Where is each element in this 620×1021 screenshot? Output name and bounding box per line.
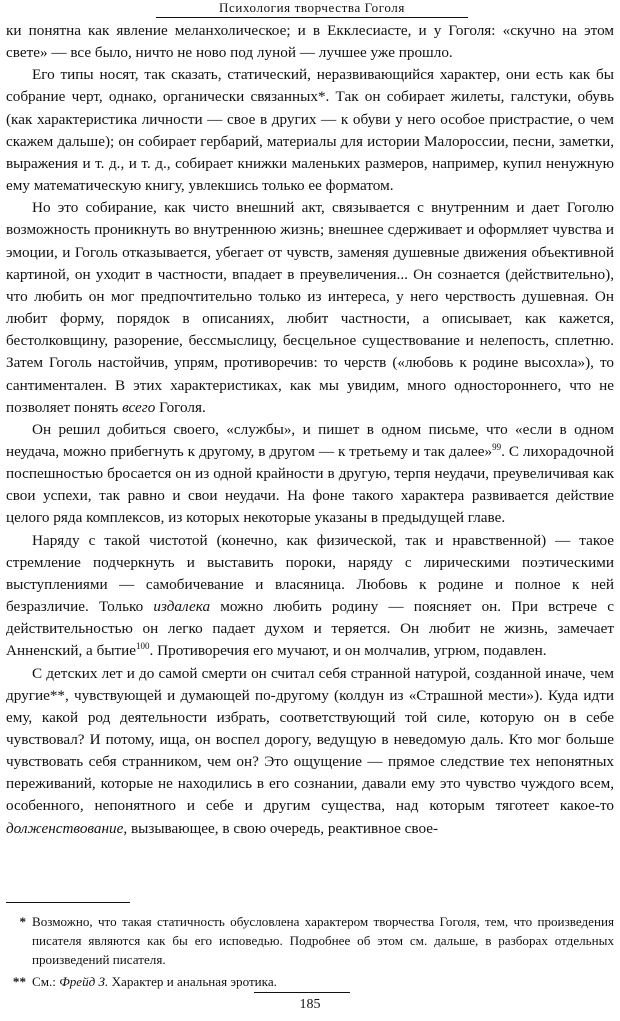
text-run: ки понятна как явление меланхолическое; и в Екклесиасте, и у Гоголя: «скучно на этом свете» — все было, ничто не ново под луной — лучшее уже прошло. [6,22,614,62]
endnote-ref: 99 [492,441,502,452]
footnote-separator [6,902,130,903]
text-run: См.: [32,973,60,989]
endnote-ref: 100 [136,641,150,652]
paragraph [6,419,614,530]
page-number-rule [254,992,350,993]
emphasis: издалека [153,598,211,616]
paragraph [6,197,614,419]
paragraph [6,20,614,64]
running-head: Психология творчества Гоголя [156,0,468,18]
text-run: Гоголя. [155,398,206,416]
footnote-ref: ** [49,686,65,704]
paragraph [6,663,614,840]
footnote [6,972,614,991]
footnote-text [32,912,614,970]
text-run: , чувствующей и думающей по-другому (колдун из «Страшной мести»). Куда идти ему, какой род деятельности избрать, соответствующий той силе, которую он в себе чувствовал? И потому, ища, он воспел дорогу, ведущую в неведомую даль. Кто мог больше чувствовать себя странником, чем он? Это ощущение — прямое следствие тех непонятных переживаний, которые не находились в его сознании, давали ему это чувство чуждого всем, особенного, непонятного и себе и другим существа, над которым тяготеет какое-то [6,686,614,815]
text-run: Но это собирание, как чисто внешний акт, связывается с внутренним и дает Гоголю возможность проникнуть во внутреннюю жизнь; внешнее сдерживает и оформляет чувства и эмоции, и Гоголь отказывается, убегает от чувств, заменяя душевные движения объективной картиной, он уходит в частности, впадает в преувеличения... Он сознается (действительно), что любить он мог предпочтительно только из интереса, у него черствость душевная. Он любит форму, порядок в описаниях, любит частности, а описывает, как кажется, бестолковщину, разорение, бессмыслицу, бесцельное существование и нелепость, сплетню. Затем Гоголь настойчив, упрям, противоречив: то черств («любовь к родине высохла»), то сантиментален. В этих характеристиках, как мы увидим, много одностороннего, что не позволяет понять [6,199,614,416]
text-run: С детских лет и до самой смерти он считал себя странной натурой, созданной иначе, чем другие [6,664,614,704]
text-run: можно любить родину — поясняет он. При встрече с действительностью он легко падает духом и теряется. Он любит не жизнь, замечает Анненский, а бытие [6,598,615,660]
text-run: Характер и анальная эротика. [108,973,277,989]
emphasis: долженствование [6,819,124,837]
footnote-text [32,972,614,991]
footnotes [6,912,614,993]
paragraph [6,64,614,197]
footnote-ref: * [317,88,326,106]
text-run: . С лихорадочной поспешностью бросается он из одной крайности в другую, терпя неудачи, преувеличивая как свои успехи, так равно и свои неудачи. На фоне такого характера развивается действие целого ряда комплексов, из которых некоторые указаны в предыдущей главе. [6,442,614,527]
footnote-mark: * [19,914,26,929]
emphasis: Фрейд З. [59,973,109,989]
footnote [6,912,614,970]
text-run: Его типы носят, так сказать, статический, неразвивающийся характер, они есть как бы собрание черт, однако, органически связанных [6,66,614,106]
emphasis: всего [122,398,156,416]
text-run: Возможно, что такая статичность обусловлена характером творчества Гоголя, тем, что произведения писателя являются как бы его исповедью. Подробнее об этом см. дальше, в разборах отдельных произведений писателя. [32,914,614,968]
text-run: Наряду с такой чистотой (конечно, как физической, так и нравственной) — такое стремление подчеркнуть и выставить пороки, наряду с лирическими поэтическими выступлениями — самобичевание и власяница. Любовь к родине и полное к ней безразличие. Только [6,531,614,616]
paragraph [6,530,614,663]
text-run: . Противоречия его мучают, и он молчалив, угрюм, подавлен. [149,642,547,660]
text-run: . Так он собирает жилеты, галстуки, обувь (как характеристика личности — свое в других — к обуви у него особое пристрастие, о чем скажем дальше); он собирает гербарий, материалы для истории Малороссии, песни, заметки, выражения и т. д., и т. д., собирает книжки маленьких размеров, например, купил ненужную ему математическую книгу, увлекшись только ее форматом. [6,88,614,195]
footnote-mark: ** [12,973,26,989]
page-number: 185 [299,997,321,1012]
body-text [6,20,614,840]
text-run: , вызывающее, в свою очередь, реактивное свое- [123,819,439,837]
text-run: Он решил добиться своего, «службы», и пишет в одном письме, что «если в одном неудача, можно прибегнуть к другому, в другом — к третьему и так далее» [6,420,614,460]
